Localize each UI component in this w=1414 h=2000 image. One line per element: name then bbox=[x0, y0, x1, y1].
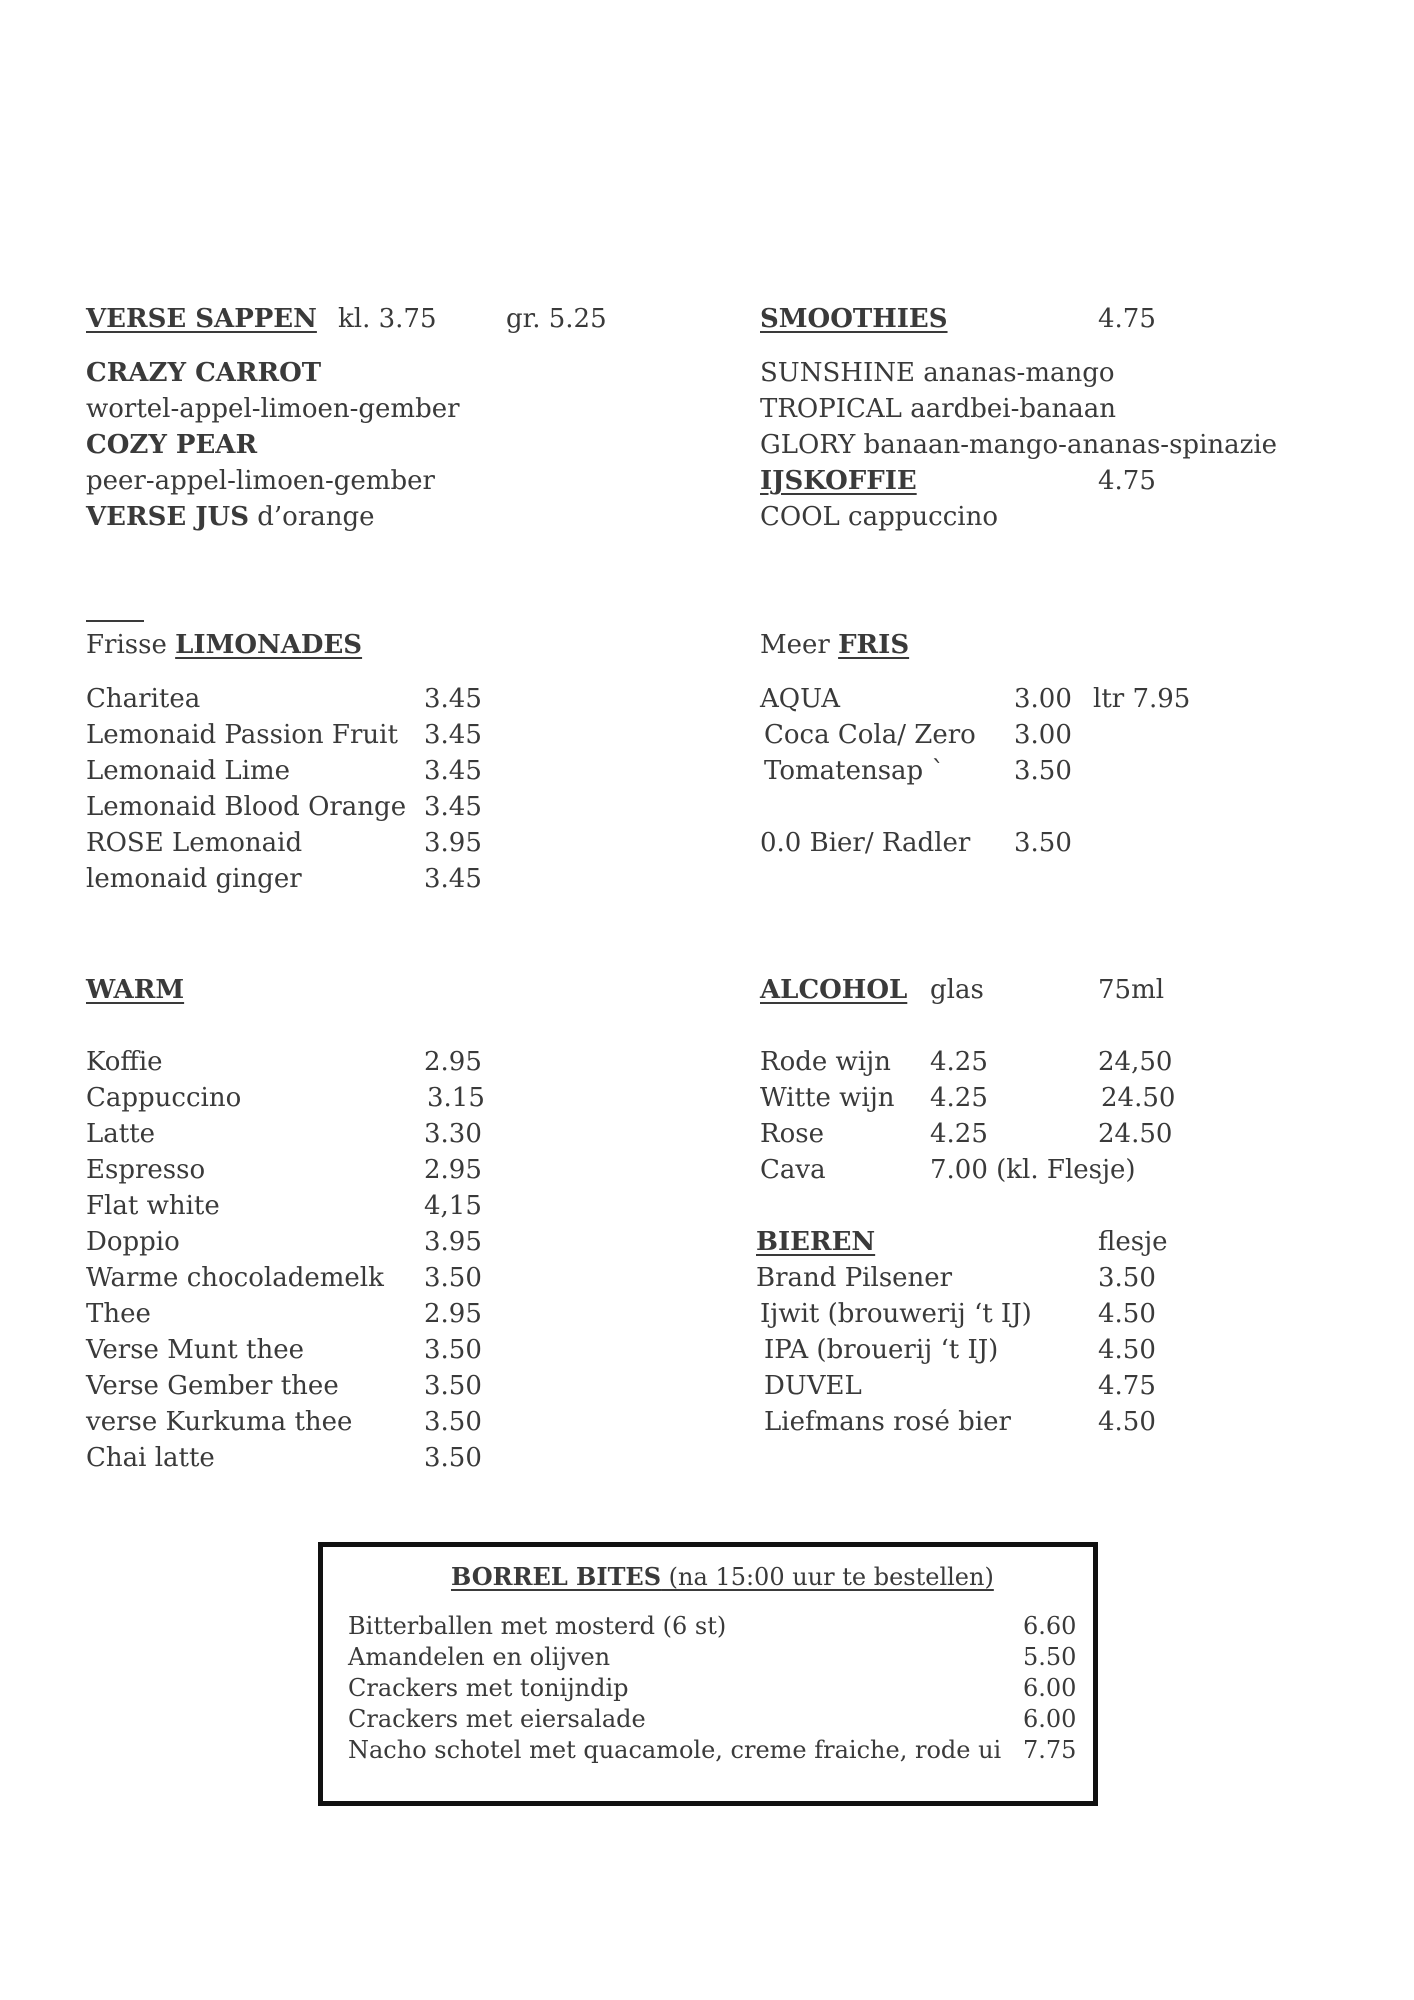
alcohol-name: Witte wijn bbox=[760, 1083, 895, 1113]
bier-name: IPA (brouerij ‘t IJ) bbox=[764, 1335, 999, 1365]
bier-name: Brand Pilsener bbox=[756, 1263, 953, 1293]
fris-prefix: Meer bbox=[760, 630, 839, 660]
warm-name: Warme chocolademelk bbox=[86, 1263, 384, 1293]
alcohol-bottle-price: 24,50 bbox=[1098, 1047, 1173, 1077]
warm-name: Espresso bbox=[86, 1155, 206, 1185]
limonade-price: 3.45 bbox=[424, 864, 482, 894]
warm-name: verse Kurkuma thee bbox=[86, 1407, 353, 1437]
warm-price: 3.50 bbox=[424, 1443, 482, 1473]
borrel-item-price: 6.00 bbox=[1023, 1705, 1077, 1733]
borrel-subtitle: (na 15:00 uur te bestellen) bbox=[661, 1563, 994, 1591]
verse-jus-name: VERSE JUS bbox=[86, 502, 249, 532]
bier-name: Liefmans rosé bier bbox=[764, 1407, 1011, 1437]
fris-extra: ltr 7.95 bbox=[1093, 684, 1191, 714]
warm-price: 3.50 bbox=[424, 1371, 482, 1401]
warm-price: 2.95 bbox=[424, 1155, 482, 1185]
fris-name: Tomatensap ` bbox=[764, 756, 945, 786]
fris-name: AQUA bbox=[760, 684, 840, 714]
ijskoffie-title: IJSKOFFIE bbox=[760, 466, 917, 496]
cozy-pear-name: COZY PEAR bbox=[86, 430, 258, 460]
limonade-price: 3.45 bbox=[424, 684, 482, 714]
warm-price: 3.50 bbox=[424, 1263, 482, 1293]
borrel-item-price: 6.60 bbox=[1023, 1612, 1077, 1640]
borrel-item-name: Nacho schotel met quacamole, creme fraiche, rode ui bbox=[348, 1736, 1002, 1764]
smoothie-item: SUNSHINE ananas-mango bbox=[760, 358, 1115, 388]
fris-heading bbox=[760, 627, 909, 663]
fris-price: 3.00 bbox=[1014, 720, 1072, 750]
limonade-name: Lemonaid Lime bbox=[86, 756, 291, 786]
limonade-name: Lemonaid Passion Fruit bbox=[86, 720, 398, 750]
warm-name: Doppio bbox=[86, 1227, 180, 1257]
warm-price: 3.95 bbox=[424, 1227, 482, 1257]
verse-sappen-price-large: gr. 5.25 bbox=[506, 304, 607, 334]
section-divider bbox=[86, 620, 144, 622]
alcohol-title: ALCOHOL bbox=[760, 975, 908, 1005]
limonade-price: 3.45 bbox=[424, 792, 482, 822]
borrel-item-name: Crackers met eiersalade bbox=[348, 1705, 646, 1733]
bier-price: 4.50 bbox=[1098, 1407, 1156, 1437]
limonade-name: Lemonaid Blood Orange bbox=[86, 792, 407, 822]
borrel-item-name: Bitterballen met mosterd (6 st) bbox=[348, 1612, 727, 1640]
warm-title: WARM bbox=[86, 975, 185, 1005]
smoothies-title: SMOOTHIES bbox=[760, 304, 948, 334]
smoothies-price: 4.75 bbox=[1098, 304, 1156, 334]
warm-price: 2.95 bbox=[424, 1047, 482, 1077]
borrel-item-name: Amandelen en olijven bbox=[348, 1643, 611, 1671]
limonade-price: 3.45 bbox=[424, 756, 482, 786]
bieren-title: BIEREN bbox=[756, 1227, 876, 1257]
borrel-item-name: Crackers met tonijndip bbox=[348, 1674, 629, 1702]
borrel-heading bbox=[451, 1561, 994, 1593]
ijskoffie-item: COOL cappuccino bbox=[760, 502, 998, 532]
verse-sappen-title: VERSE SAPPEN bbox=[86, 304, 317, 334]
warm-name: Latte bbox=[86, 1119, 156, 1149]
limonades-heading bbox=[86, 627, 362, 663]
warm-name: Verse Gember thee bbox=[86, 1371, 339, 1401]
limonade-price: 3.45 bbox=[424, 720, 482, 750]
fris-name: Coca Cola/ Zero bbox=[764, 720, 976, 750]
warm-price: 2.95 bbox=[424, 1299, 482, 1329]
fris-title: FRIS bbox=[838, 630, 910, 660]
bier-name: Ijwit (brouwerij ‘t IJ) bbox=[760, 1299, 1032, 1329]
bier-name: DUVEL bbox=[764, 1371, 862, 1401]
bieren-col-flesje: flesje bbox=[1098, 1227, 1168, 1257]
borrel-item-price: 5.50 bbox=[1023, 1643, 1077, 1671]
bier-price: 3.50 bbox=[1098, 1263, 1156, 1293]
fris-name: 0.0 Bier/ Radler bbox=[760, 828, 971, 858]
verse-jus-desc: d’orange bbox=[249, 502, 375, 532]
warm-name: Chai latte bbox=[86, 1443, 215, 1473]
warm-name: Flat white bbox=[86, 1191, 220, 1221]
warm-price: 3.50 bbox=[424, 1335, 482, 1365]
fris-price: 3.50 bbox=[1014, 828, 1072, 858]
bier-price: 4.50 bbox=[1098, 1335, 1156, 1365]
smoothie-item: GLORY banaan-mango-ananas-spinazie bbox=[760, 430, 1278, 460]
alcohol-glas-price: 4.25 bbox=[930, 1083, 988, 1113]
bier-price: 4.50 bbox=[1098, 1299, 1156, 1329]
limonade-name: Charitea bbox=[86, 684, 201, 714]
warm-name: Koffie bbox=[86, 1047, 163, 1077]
alcohol-glas-price: 4.25 bbox=[930, 1047, 988, 1077]
ijskoffie-price: 4.75 bbox=[1098, 466, 1156, 496]
alcohol-col-75ml: 75ml bbox=[1098, 975, 1165, 1005]
warm-name: Cappuccino bbox=[86, 1083, 242, 1113]
fris-price: 3.00 bbox=[1014, 684, 1072, 714]
warm-price: 3.50 bbox=[424, 1407, 482, 1437]
alcohol-name: Rode wijn bbox=[760, 1047, 891, 1077]
alcohol-name: Cava bbox=[760, 1155, 826, 1185]
alcohol-col-glas: glas bbox=[930, 975, 984, 1005]
alcohol-bottle-price: 24.50 bbox=[1101, 1083, 1176, 1113]
limonade-name: ROSE Lemonaid bbox=[86, 828, 303, 858]
bier-price: 4.75 bbox=[1098, 1371, 1156, 1401]
cozy-pear-desc: peer-appel-limoen-gember bbox=[86, 466, 435, 496]
limonades-prefix: Frisse bbox=[86, 630, 176, 660]
crazy-carrot-desc: wortel-appel-limoen-gember bbox=[86, 394, 460, 424]
warm-name: Verse Munt thee bbox=[86, 1335, 304, 1365]
verse-sappen-price-small: kl. 3.75 bbox=[338, 304, 437, 334]
alcohol-bottle-price: 24.50 bbox=[1098, 1119, 1173, 1149]
limonade-name: lemonaid ginger bbox=[86, 864, 302, 894]
smoothie-item: TROPICAL aardbei-banaan bbox=[760, 394, 1117, 424]
limonade-price: 3.95 bbox=[424, 828, 482, 858]
verse-jus-item bbox=[86, 499, 375, 535]
warm-price: 3.15 bbox=[427, 1083, 485, 1113]
limonades-title: LIMONADES bbox=[175, 630, 363, 660]
warm-price: 4,15 bbox=[424, 1191, 482, 1221]
alcohol-glas-price: 7.00 (kl. Flesje) bbox=[930, 1155, 1136, 1185]
warm-name: Thee bbox=[86, 1299, 151, 1329]
fris-price: 3.50 bbox=[1014, 756, 1072, 786]
borrel-item-price: 6.00 bbox=[1023, 1674, 1077, 1702]
borrel-bites-box bbox=[318, 1542, 1098, 1806]
warm-price: 3.30 bbox=[424, 1119, 482, 1149]
alcohol-name: Rose bbox=[760, 1119, 824, 1149]
alcohol-glas-price: 4.25 bbox=[930, 1119, 988, 1149]
crazy-carrot-name: CRAZY CARROT bbox=[86, 358, 322, 388]
borrel-item-price: 7.75 bbox=[1023, 1736, 1077, 1764]
borrel-title: BORREL BITES bbox=[451, 1562, 662, 1591]
